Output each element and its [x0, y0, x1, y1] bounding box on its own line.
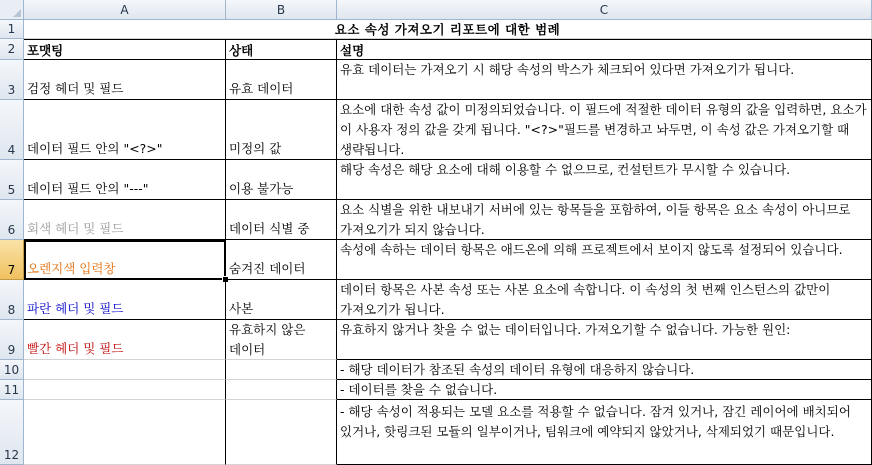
- row-header-6[interactable]: 6: [0, 200, 24, 240]
- state-text: 미정의 값: [229, 141, 282, 156]
- format-text: 빨간 헤더 및 필드: [27, 341, 124, 356]
- state-text: 데이터 식별 중: [229, 221, 310, 236]
- row-header-12[interactable]: 12: [0, 400, 24, 465]
- state-text: 사본: [229, 301, 254, 316]
- state-cell[interactable]: 유효하지 않은 데이터: [226, 320, 337, 360]
- format-text: 오렌지색 입력창: [27, 261, 116, 276]
- header-state[interactable]: 상태: [226, 39, 337, 60]
- state-text: 이용 불가능: [229, 181, 294, 196]
- cause-cell[interactable]: - 데이터를 찾을 수 없습니다.: [337, 380, 872, 400]
- empty-cell[interactable]: [24, 380, 226, 400]
- description-cell[interactable]: 유효 데이터는 가져오기 시 해당 속성의 박스가 체크되어 있다면 가져오기가 됩니다.: [337, 60, 872, 100]
- description-cell[interactable]: 해당 속성은 해당 요소에 대해 이용할 수 없으므로, 컨설턴트가 무시할 수 있습니다.: [337, 160, 872, 200]
- row-header-9[interactable]: 9: [0, 320, 24, 360]
- row-header-8[interactable]: 8: [0, 280, 24, 320]
- row-header-3[interactable]: 3: [0, 60, 24, 100]
- column-header-a[interactable]: A: [24, 0, 226, 20]
- format-cell[interactable]: [24, 280, 226, 320]
- state-cell[interactable]: [226, 160, 337, 200]
- state-cell[interactable]: [226, 280, 337, 320]
- column-header-b[interactable]: B: [226, 0, 337, 20]
- state-text: 유효 데이터: [229, 81, 294, 96]
- row-header-2[interactable]: 2: [0, 39, 24, 60]
- row-header-4[interactable]: 4: [0, 100, 24, 160]
- format-cell[interactable]: [24, 100, 226, 160]
- description-cell[interactable]: 유효하지 않거나 찾을 수 없는 데이터입니다. 가져오기할 수 없습니다. 가능한 원인:: [337, 320, 872, 360]
- row-header-10[interactable]: 10: [0, 360, 24, 380]
- empty-cell[interactable]: [226, 360, 337, 380]
- format-text: 데이터 필드 안의 "---": [27, 181, 149, 196]
- column-header-c[interactable]: C: [337, 0, 872, 20]
- state-cell[interactable]: [226, 240, 337, 280]
- empty-cell[interactable]: [226, 380, 337, 400]
- row-header-5[interactable]: 5: [0, 160, 24, 200]
- state-cell[interactable]: [226, 100, 337, 160]
- format-cell[interactable]: [24, 320, 226, 360]
- row-header-11[interactable]: 11: [0, 380, 24, 400]
- description-cell[interactable]: 요소에 대한 속성 값이 미정의되었습니다. 이 필드에 적절한 데이터 유형의 값을 입력하면, 요소가 이 사용자 정의 값을 갖게 됩니다. "<?>"필드를 변경하고 놔두면, 이 속성 값은 가져오기할 때 생략됩니다.: [337, 100, 872, 160]
- empty-cell[interactable]: [226, 400, 337, 465]
- format-text: 회색 헤더 및 필드: [27, 221, 124, 236]
- format-cell[interactable]: [24, 200, 226, 240]
- state-text: 숨겨진 데이터: [229, 261, 306, 276]
- empty-cell[interactable]: [24, 360, 226, 380]
- empty-cell[interactable]: [24, 400, 226, 465]
- state-cell[interactable]: [226, 60, 337, 100]
- row-header-1[interactable]: 1: [0, 20, 24, 39]
- active-cell-format[interactable]: [24, 240, 226, 280]
- header-format[interactable]: 포맷팅: [24, 39, 226, 60]
- cause-cell[interactable]: - 해당 속성이 적용되는 모델 요소를 적용할 수 없습니다. 잠겨 있거나, 잠긴 레이어에 배치되어 있거나, 핫링크된 모듈의 일부이거나, 팀워크에 예약되지 않았거나, 삭제되었기 때문입니다.: [337, 400, 872, 465]
- format-cell[interactable]: [24, 160, 226, 200]
- format-text: 검정 헤더 및 필드: [27, 81, 124, 96]
- format-text: 데이터 필드 안의 "<?>": [27, 141, 163, 156]
- header-description[interactable]: 설명: [337, 39, 872, 60]
- row-header-7[interactable]: 7: [0, 240, 24, 280]
- cause-cell[interactable]: - 해당 데이터가 참조된 속성의 데이터 유형에 대응하지 않습니다.: [337, 360, 872, 380]
- description-cell[interactable]: 요소 식별을 위한 내보내기 서버에 있는 항목들을 포함하여, 이들 항목은 요소 속성이 아니므로 가져오기가 되지 않습니다.: [337, 200, 872, 240]
- description-cell[interactable]: 속성에 속하는 데이터 항목은 애드온에 의해 프로젝트에서 보이지 않도록 설정되어 있습니다.: [337, 240, 872, 280]
- report-title[interactable]: 요소 속성 가져오기 리포트에 대한 범례: [24, 20, 872, 39]
- format-text: 파란 헤더 및 필드: [27, 301, 124, 316]
- select-all-corner[interactable]: [0, 0, 24, 20]
- format-cell[interactable]: [24, 60, 226, 100]
- description-cell[interactable]: 데이터 항목은 사본 속성 또는 사본 요소에 속합니다. 이 속성의 첫 번째 인스턴스의 값만이 가져오기가 됩니다.: [337, 280, 872, 320]
- state-cell[interactable]: [226, 200, 337, 240]
